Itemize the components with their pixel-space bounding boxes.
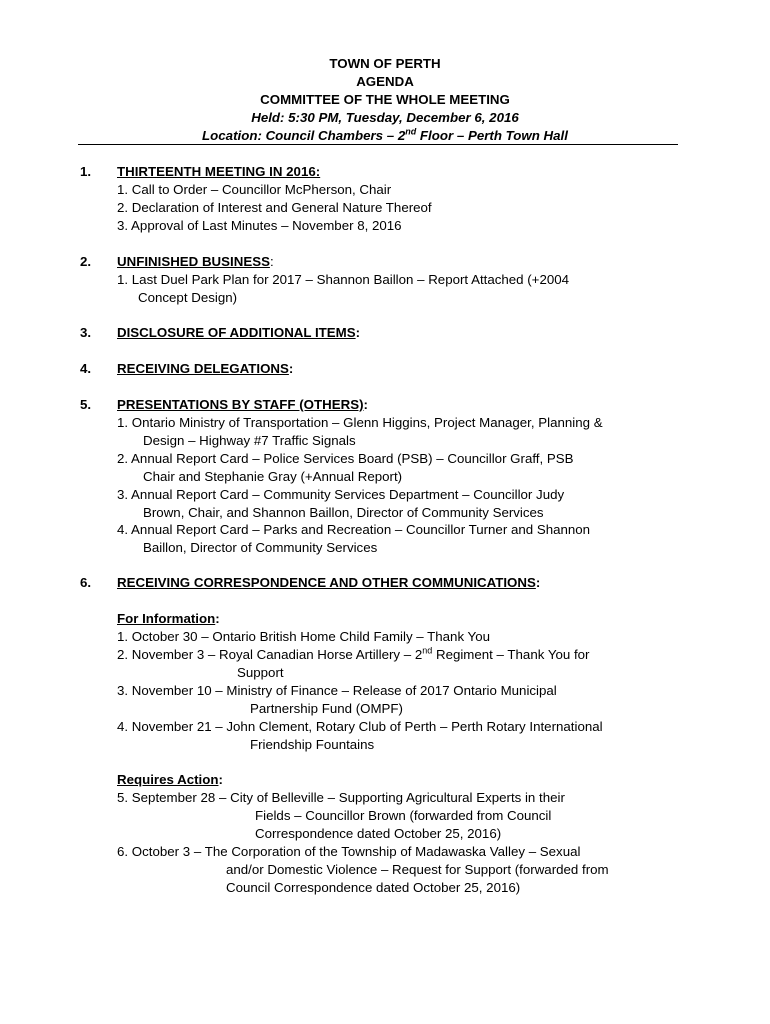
list-item-continuation: Chair and Stephanie Gray (+Annual Report) [143,469,403,484]
list-item: 1. Last Duel Park Plan for 2017 – Shannon Baillon – Report Attached (+2004 [117,272,570,287]
section-number: 5. [80,397,92,412]
header-divider [78,144,678,145]
list-item: 6. October 3 – The Corporation of the Township of Madawaska Valley – Sexual [117,844,581,859]
list-item: 4. Annual Report Card – Parks and Recreation – Councillor Turner and Shannon [117,522,591,537]
title-colon: : [355,325,361,340]
list-item: 4. November 21 – John Clement, Rotary Club of Perth – Perth Rotary International [117,719,603,734]
subheading-text: Requires Action [117,772,219,787]
list-item-continuation: Support [237,665,284,680]
list-item-continuation: Correspondence dated October 25, 2016) [255,826,502,841]
list-item: 3. Annual Report Card – Community Services Department – Councillor Judy [117,487,565,502]
section-number: 6. [80,575,92,590]
town-name: TOWN OF PERTH [329,56,441,71]
subheading-text: For Information [117,611,216,626]
list-item: 2. Declaration of Interest and General Nature Thereof [117,200,432,215]
list-item: 3. Approval of Last Minutes – November 8, 2016 [117,218,402,233]
for-information-heading [117,610,220,628]
title-colon: : [269,254,274,269]
section-number: 4. [80,361,92,376]
meeting-location [0,127,770,145]
section-number: 1. [80,164,92,179]
section-title-wrap [117,574,540,592]
section-title: RECEIVING CORRESPONDENCE AND OTHER COMMUNICATIONS [117,575,536,590]
list-item: 5. September 28 – City of Belleville – Supporting Agricultural Experts in their [117,790,565,805]
location-text-end: Floor – Perth Town Hall [416,128,568,143]
list-item-continuation: Baillon, Director of Community Services [143,540,378,555]
list-item-continuation: Design – Highway #7 Traffic Signals [143,433,356,448]
section-number: 3. [80,325,92,340]
list-item: 1. October 30 – Ontario British Home Child Family – Thank You [117,629,490,644]
meeting-held: Held: 5:30 PM, Tuesday, December 6, 2016 [251,110,519,125]
section-title: RECEIVING DELEGATIONS [117,361,289,376]
list-item-continuation: Partnership Fund (OMPF) [250,701,403,716]
list-item-text: 2. November 3 – Royal Canadian Horse Artillery – 2 [117,647,423,662]
list-item-sup: nd [422,645,433,656]
title-colon: : [363,397,368,412]
list-item-continuation: Council Correspondence dated October 25, 2016) [226,880,521,895]
title-colon: : [288,361,294,376]
agenda-label: AGENDA [356,74,414,89]
list-item-text-end: Regiment – Thank You for [432,647,590,662]
section-title-wrap [117,396,368,414]
section-title-wrap [117,360,293,378]
list-item-continuation: Friendship Fountains [250,737,375,752]
title-colon: : [535,575,541,590]
section-title: UNFINISHED BUSINESS [117,254,270,269]
subheading-colon: : [218,772,223,787]
list-item-continuation: Concept Design) [138,290,238,305]
list-item: 3. November 10 – Ministry of Finance – Release of 2017 Ontario Municipal [117,683,557,698]
list-item-continuation: Fields – Councillor Brown (forwarded from Council [255,808,552,823]
section-title-wrap [117,324,360,342]
section-title: DISCLOSURE OF ADDITIONAL ITEMS [117,325,356,340]
location-sup: nd [405,126,417,137]
section-title: PRESENTATIONS BY STAFF (OTHERS) [117,397,364,412]
section-title-wrap [117,253,274,271]
section-title: THIRTEENTH MEETING IN 2016: [117,164,321,179]
list-item-continuation: and/or Domestic Violence – Request for Support (forwarded from [226,862,609,877]
list-item: 2. Annual Report Card – Police Services Board (PSB) – Councillor Graff, PSB [117,451,574,466]
section-number: 2. [80,254,92,269]
list-item: 1. Ontario Ministry of Transportation – Glenn Higgins, Project Manager, Planning & [117,415,603,430]
list-item-continuation: Brown, Chair, and Shannon Baillon, Director of Community Services [143,505,544,520]
meeting-title: COMMITTEE OF THE WHOLE MEETING [260,92,510,107]
document-header [0,55,770,145]
requires-action-heading [117,771,223,789]
list-item [117,646,589,664]
list-item: 1. Call to Order – Councillor McPherson, Chair [117,182,392,197]
subheading-colon: : [215,611,220,626]
location-text: Location: Council Chambers – 2 [202,128,406,143]
